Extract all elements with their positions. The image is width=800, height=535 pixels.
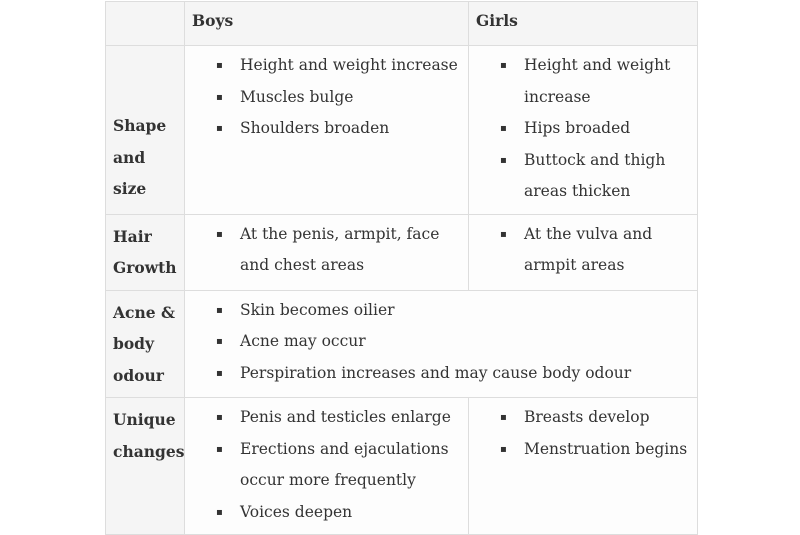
boys-shape-cell bbox=[185, 46, 469, 215]
list-item: ▪ Breasts develop bbox=[469, 402, 697, 434]
list-item: ▪ Skin becomes oilier bbox=[185, 295, 697, 327]
girls-hair-list bbox=[469, 219, 697, 282]
row-header-acne-body-odour bbox=[106, 290, 185, 398]
list-item: ▪ Voices deepen bbox=[185, 497, 468, 529]
row-header-line: changes bbox=[113, 441, 185, 461]
list-item: ▪ Muscles bulge bbox=[185, 82, 468, 114]
list-item: ▪ Perspiration increases and may cause body odour bbox=[185, 358, 697, 390]
boys-hair-cell bbox=[185, 214, 469, 290]
both-acne-cell bbox=[185, 290, 698, 398]
list-item: ▪ Shoulders broaden bbox=[185, 113, 468, 145]
boys-shape-list bbox=[185, 50, 468, 145]
girls-shape-list bbox=[469, 50, 697, 208]
table-row-acne-body-odour bbox=[106, 290, 698, 398]
girls-column-header: Girls bbox=[469, 2, 698, 46]
girls-hair-cell bbox=[469, 214, 698, 290]
list-item: ▪ Buttock and thigh areas thicken bbox=[469, 145, 697, 208]
row-header-line: Acne & bbox=[113, 302, 175, 322]
table-header-row bbox=[106, 2, 698, 46]
row-header-line: odour bbox=[113, 365, 164, 385]
row-header-line: Growth bbox=[113, 258, 177, 277]
boys-column-header: Boys bbox=[185, 2, 469, 46]
list-item: ▪ Height and weight increase bbox=[469, 50, 697, 113]
list-item: ▪ Menstruation begins bbox=[469, 434, 697, 466]
row-header-line: body bbox=[113, 334, 155, 353]
list-item: ▪ Acne may occur bbox=[185, 326, 697, 358]
girls-unique-cell bbox=[469, 398, 698, 535]
row-header-hair-growth bbox=[106, 214, 185, 290]
row-header-line: size bbox=[113, 179, 147, 198]
list-item: ▪ At the penis, armpit, face and chest areas bbox=[185, 219, 468, 282]
list-item: ▪ At the vulva and armpit areas bbox=[469, 219, 697, 282]
boys-unique-list bbox=[185, 402, 468, 528]
girls-unique-list bbox=[469, 402, 697, 465]
row-header-line: and bbox=[113, 147, 146, 167]
boys-hair-list bbox=[185, 219, 468, 282]
list-item: ▪ Penis and testicles enlarge bbox=[185, 402, 468, 434]
puberty-changes-table bbox=[105, 1, 698, 535]
list-item: ▪ Hips broaded bbox=[469, 113, 697, 145]
table-row-unique-changes bbox=[106, 398, 698, 535]
table-row-hair-growth bbox=[106, 214, 698, 290]
blank-header-cell bbox=[106, 2, 185, 46]
girls-shape-cell bbox=[469, 46, 698, 215]
list-item: ▪ Erections and ejaculations occur more frequently bbox=[185, 434, 468, 497]
row-header-line: Shape bbox=[113, 116, 167, 135]
row-header-line: Hair bbox=[113, 226, 152, 246]
row-header-line: Unique bbox=[113, 410, 176, 429]
boys-unique-cell bbox=[185, 398, 469, 535]
row-header-shape-and-size bbox=[106, 46, 185, 215]
list-item: ▪ Height and weight increase bbox=[185, 50, 468, 82]
row-header-unique-changes bbox=[106, 398, 185, 535]
both-acne-list bbox=[185, 295, 697, 390]
table-row-shape-and-size bbox=[106, 46, 698, 215]
